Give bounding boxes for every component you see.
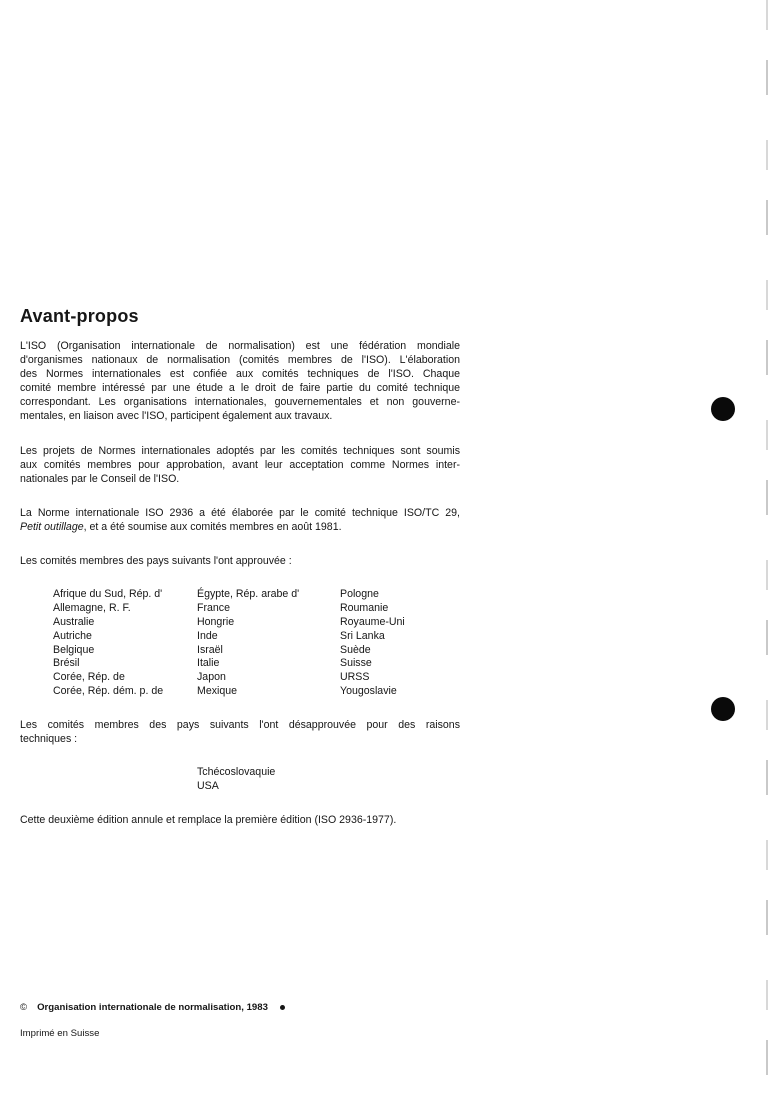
text-line: d'organismes nationaux de normalisation (comités membres de l'ISO). L'élaboration [20, 353, 460, 366]
text-line: Cette deuxième édition annule et remplace la première édition (ISO 2936-1977). [20, 814, 397, 826]
text-line: techniques : [20, 732, 78, 745]
country-name: Hongrie [197, 615, 235, 628]
country-name: Mexique [197, 685, 238, 698]
text-line: La Norme internationale ISO 2936 a été élaborée par le comité technique ISO/TC 29, [20, 507, 460, 519]
country-name: Brésil [53, 657, 80, 670]
text-line: nationales par le Conseil de l'ISO. [20, 472, 180, 485]
country-name: Tchécoslovaquie [197, 766, 276, 778]
paragraph-approvals-intro [20, 555, 460, 569]
country-name: URSS [340, 671, 370, 684]
country-name: Roumanie [340, 601, 389, 614]
text-fragment: , et a été soumise aux comités membres en août 1981. [83, 520, 342, 533]
country-name: Yougoslavie [340, 685, 397, 698]
country-name: Suisse [340, 657, 372, 670]
country-name: Sri Lanka [340, 629, 385, 642]
page-title: Avant-propos [20, 306, 139, 326]
country-name: France [197, 601, 230, 614]
paragraph-edition-note [20, 814, 460, 828]
country-name: Italie [197, 657, 220, 670]
text-line: L'ISO (Organisation internationale de normalisation) est une fédération mondiale [20, 340, 460, 352]
country-name: Pologne [340, 588, 379, 600]
text-line: Les comités membres des pays suivants l'ont désapprouvée pour des raisons [20, 719, 460, 731]
country-name: Royaume-Uni [340, 615, 405, 628]
country-name: Égypte, Rép. arabe d' [197, 588, 300, 600]
paragraph-disapprovals-intro [20, 719, 460, 747]
copyright-icon: © [20, 1002, 28, 1013]
copyright-text: Organisation internationale de normalisation, 1983 [37, 1002, 268, 1013]
text-line: des Normes internationales est confiée aux comités techniques de l'ISO. Chaque [20, 367, 460, 380]
country-name: Japon [197, 671, 226, 684]
paragraph-standard-origin [20, 507, 460, 535]
country-name: Corée, Rép. dém. p. de [53, 685, 164, 698]
country-name: Suède [340, 643, 371, 656]
text-line: mentales, en liaison avec l'ISO, participent également aux travaux. [20, 409, 333, 422]
text-line: Les comités membres des pays suivants l'ont approuvée : [20, 555, 292, 567]
committee-title: Petit outillage [20, 520, 84, 533]
country-column [53, 588, 163, 699]
copyright-notice [20, 1002, 285, 1013]
punch-hole-icon [711, 397, 735, 421]
text-line: correspondant. Les organisations internationales, gouvernementales et non gouverne- [20, 395, 460, 408]
text-line: Les projets de Normes internationales adoptés par les comités techniques sont soumis [20, 445, 460, 457]
country-name: Autriche [53, 629, 92, 642]
text-line [20, 521, 460, 535]
printed-in-note: Imprimé en Suisse [20, 1028, 100, 1039]
country-column [197, 588, 299, 699]
paragraph-iso-intro [20, 340, 460, 423]
punch-hole-icon [711, 697, 735, 721]
paragraph-draft-standards [20, 445, 460, 487]
text-line: comité membre intéressé par une étude a le droit de faire partie du comité technique [20, 381, 460, 394]
country-column [340, 588, 405, 699]
country-name: Corée, Rép. de [53, 671, 125, 684]
country-name: Inde [197, 629, 218, 642]
country-name: Australie [53, 615, 95, 628]
country-name: Afrique du Sud, Rép. d' [53, 588, 163, 600]
country-name: USA [197, 779, 219, 792]
country-name: Allemagne, R. F. [53, 601, 131, 614]
country-name: Belgique [53, 643, 95, 656]
text-line: aux comités membres pour approbation, avant leur acceptation comme Normes inter- [20, 458, 460, 471]
country-name: Israël [197, 643, 223, 656]
bullet-dot-icon [280, 1005, 285, 1010]
disapproving-countries-list [197, 766, 275, 794]
